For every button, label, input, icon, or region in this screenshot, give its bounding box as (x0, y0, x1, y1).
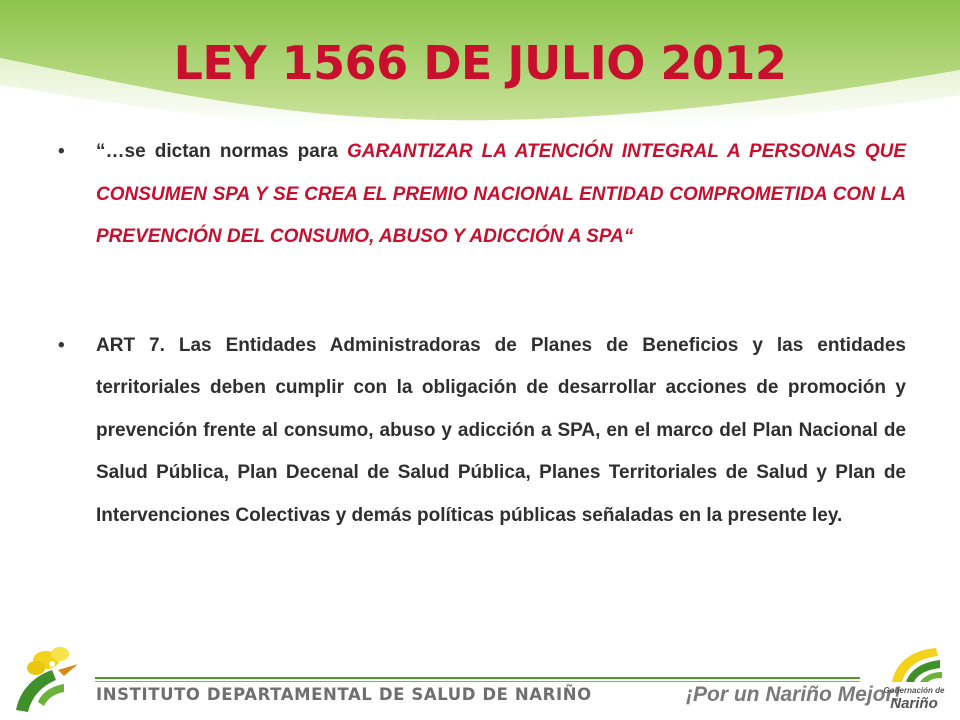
logo-gobernacion-label: Gobernación de (883, 686, 945, 695)
footer-slogan: ¡Por un Nariño Mejor! (686, 683, 901, 706)
footer-institute-name: INSTITUTO DEPARTAMENTAL DE SALUD DE NARIÑO (96, 685, 592, 704)
slide-body (58, 131, 906, 537)
footer-divider-gray (95, 681, 860, 682)
bullet-marker: • (58, 334, 65, 356)
flower-bird-logo-icon (8, 640, 88, 718)
slide-title: LEY 1566 DE JULIO 2012 (173, 36, 787, 90)
logo-narino-label: Nariño (890, 695, 938, 712)
bullet-emphasis-text: GARANTIZAR LA ATENCIÓN INTEGRAL A PERSONAS QUE CONSUMEN SPA Y SE CREA EL PREMIO NACIONAL ENTIDAD COMPROMETIDA CON LA PREVENCIÓN DEL CONSUMO, ABUSO Y ADICCIÓN A SPA“ (96, 141, 906, 247)
bullet-item-quote (58, 131, 906, 259)
bullet-intro-text: “…se dictan normas para (96, 141, 347, 162)
bullet-marker: • (58, 141, 65, 162)
footer-divider-green (95, 677, 860, 679)
bullet-art7-text: ART 7. Las Entidades Administradoras de Planes de Beneficios y las entidades territoriales deben cumplir con la obligación de desarrollar acciones de promoción y prevención frente al consumo, abuso y adicción a SPA, en el marco del Plan Nacional de Salud Pública, Plan Decenal de Salud Pública, Planes Territoriales de Salud y Plan de Intervenciones Colectivas y demás políticas públicas señaladas en la presente ley. (96, 334, 906, 526)
gobernacion-narino-logo (878, 642, 950, 716)
gobernacion-narino-logo-icon (878, 642, 950, 686)
bullet-item-art7 (58, 325, 906, 538)
